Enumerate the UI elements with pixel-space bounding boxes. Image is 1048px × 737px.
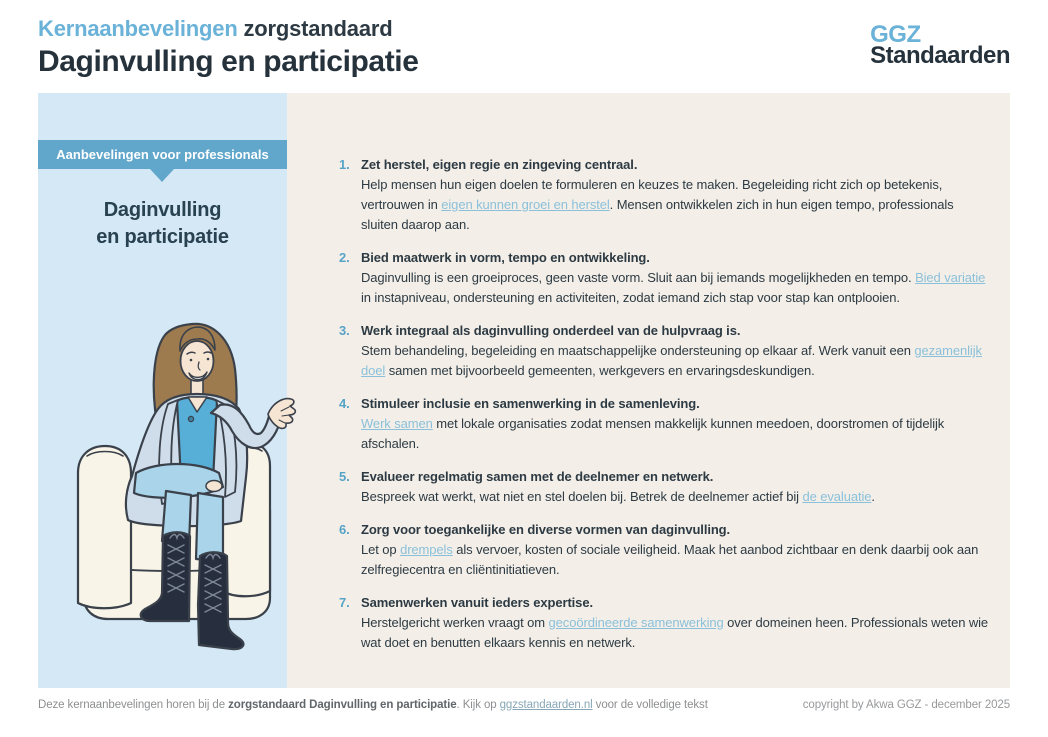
badge-pointer xyxy=(150,169,174,182)
ggz-standaarden-logo xyxy=(870,21,1010,69)
recommendation-item xyxy=(339,520,991,580)
subtitle xyxy=(38,16,419,42)
sidebar-title xyxy=(38,197,287,251)
recommendation-item xyxy=(339,593,991,653)
inline-link[interactable]: Bied variatie xyxy=(915,270,986,285)
recommendation-title: Zet herstel, eigen regie en zingeving centraal. xyxy=(361,157,638,172)
audience-badge: Aanbevelingen voor professionals xyxy=(38,140,287,169)
inline-link[interactable]: Werk samen xyxy=(361,416,433,431)
body-text: met lokale organisaties zodat mensen makkelijk kunnen meedoen, doorstromen of tijdelijk afschalen. xyxy=(361,416,945,451)
page-footer xyxy=(38,699,1010,711)
logo-line-standaarden: Standaarden xyxy=(870,42,1010,69)
content-band xyxy=(38,93,1010,688)
recommendation-number: 3. xyxy=(339,323,350,338)
footer-left xyxy=(38,699,708,711)
sidebar-title-line2: en participatie xyxy=(96,226,229,248)
page-header xyxy=(38,16,419,79)
body-text: Herstelgericht werken vraagt om xyxy=(361,615,549,630)
body-text: over domeinen heen. Professionals weten wie wat doet en benutten elkaars kennis en netwerk. xyxy=(361,615,989,650)
recommendation-text xyxy=(361,520,991,580)
inline-link[interactable]: eigen kunnen groei en herstel xyxy=(441,197,610,212)
recommendation-number: 6. xyxy=(339,522,350,537)
recommendation-item xyxy=(339,155,991,235)
recommendation-body xyxy=(361,268,991,308)
body-text: . xyxy=(871,489,875,504)
page-title: Daginvulling en participatie xyxy=(38,45,419,78)
inline-link[interactable]: drempels xyxy=(400,542,453,557)
recommendation-text xyxy=(361,248,991,308)
recommendation-number: 1. xyxy=(339,157,350,172)
footer-text: Deze kernaanbevelingen horen bij de xyxy=(38,699,229,711)
recommendation-item xyxy=(339,321,991,381)
body-text: . Mensen ontwikkelen zich in hun eigen tempo, professionals sluiten daarop aan. xyxy=(361,197,954,232)
recommendations-list xyxy=(339,155,991,666)
body-text: Bespreek wat werkt, wat niet en stel doelen bij. Betrek de deelnemer actief bij xyxy=(361,489,803,504)
footer-standard-name: zorgstandaard Daginvulling en participatie xyxy=(228,699,457,711)
recommendation-item xyxy=(339,467,991,507)
footer-copyright: copyright by Akwa GGZ - december 2025 xyxy=(802,699,1010,711)
recommendation-title: Bied maatwerk in vorm, tempo en ontwikkeling. xyxy=(361,250,650,265)
recommendation-title: Zorg voor toegankelijke en diverse vormen van daginvulling. xyxy=(361,522,731,537)
recommendation-text xyxy=(361,155,991,235)
recommendation-text xyxy=(361,593,991,653)
inline-link[interactable]: gezamenlijk doel xyxy=(361,343,982,378)
recommendation-text xyxy=(361,321,991,381)
recommendation-item xyxy=(339,394,991,454)
recommendations-panel xyxy=(287,93,1010,688)
recommendation-number: 4. xyxy=(339,396,350,411)
recommendation-body xyxy=(361,613,991,653)
recommendation-title: Evalueer regelmatig samen met de deelnemer en netwerk. xyxy=(361,469,714,484)
recommendation-body xyxy=(361,175,991,235)
recommendation-number: 2. xyxy=(339,250,350,265)
recommendation-body xyxy=(361,414,991,454)
subtitle-rest: zorgstandaard xyxy=(237,16,393,41)
footer-text: voor de volledige tekst xyxy=(592,699,708,711)
body-text: Help mensen hun eigen doelen te formuleren en keuzes te maken. Begeleiding richt zich op betekenis, vertrouwen in xyxy=(361,177,943,212)
inline-link[interactable]: gecoördineerde samenwerking xyxy=(548,615,724,630)
recommendation-number: 7. xyxy=(339,595,350,610)
recommendation-item xyxy=(339,248,991,308)
recommendation-title: Samenwerken vanuit ieders expertise. xyxy=(361,595,593,610)
sidebar-title-line1: Daginvulling xyxy=(103,199,222,221)
recommendation-text xyxy=(361,394,991,454)
body-text: Daginvulling is een groeiproces, geen vaste vorm. Sluit aan bij iemands mogelijkheden en tempo. xyxy=(361,270,916,285)
recommendation-title: Stimuleer inclusie en samenwerking in de samenleving. xyxy=(361,396,700,411)
footer-text: . Kijk op xyxy=(456,699,500,711)
recommendation-title: Werk integraal als daginvulling onderdeel van de hulpvraag is. xyxy=(361,323,741,338)
footer-website-link[interactable]: ggzstandaarden.nl xyxy=(499,699,593,711)
body-text: Let op xyxy=(361,542,401,557)
recommendation-number: 5. xyxy=(339,469,350,484)
logo-line-ggz: GGZ xyxy=(870,21,921,48)
body-text: als vervoer, kosten of sociale veiligheid. Maak het aanbod zichtbaar en denk daarbij ook aan zelfregiecentra en cliëntinitiatieven. xyxy=(361,542,979,577)
inline-link[interactable]: de evaluatie xyxy=(802,489,872,504)
recommendation-body xyxy=(361,487,875,507)
recommendation-body xyxy=(361,540,991,580)
recommendation-text xyxy=(361,467,875,507)
woman-in-armchair-illustration xyxy=(62,305,302,665)
body-text: in instapniveau, ondersteuning en activiteiten, zodat iemand zich stap voor stap kan ontplooien. xyxy=(361,290,900,305)
subtitle-highlight: Kernaanbevelingen xyxy=(38,16,238,41)
body-text: Stem behandeling, begeleiding en maatschappelijke ondersteuning op elkaar af. Werk vanuit een xyxy=(361,343,915,358)
recommendation-body xyxy=(361,341,991,381)
body-text: samen met bijvoorbeeld gemeenten, werkgevers en ervaringsdeskundigen. xyxy=(385,363,815,378)
